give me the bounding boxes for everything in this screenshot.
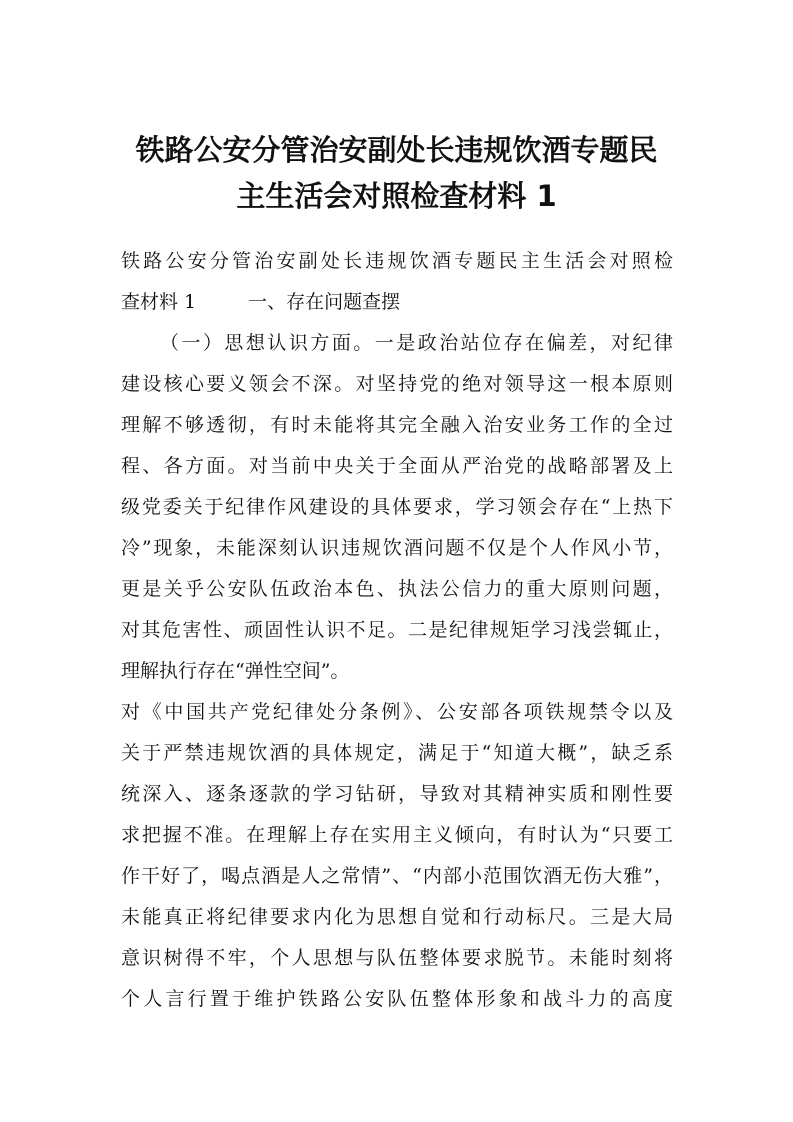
document-title-line-1: 铁路公安分管治安副处长违规饮酒专题民 (135, 133, 658, 167)
body-line: 建设核心要义领会不深。对坚持党的绝对领导这一根本原则 (121, 373, 673, 395)
body-line: 冷”现象，未能深刻认识违规饮酒问题不仅是个人作风小节， (121, 537, 673, 559)
document-title-line-2: 主生活会对照检查材料 1 (236, 179, 557, 213)
body-line: 理解执行存在“弹性空间”。 (121, 660, 350, 682)
body-line: 更是关乎公安队伍政治本色、执法公信力的重大原则问题， (121, 578, 673, 600)
body-line: 未能真正将纪律要求内化为思想自觉和行动标尺。三是大局 (121, 906, 673, 928)
body-line: 关于严禁违规饮酒的具体规定，满足于“知道大概”，缺乏系 (121, 742, 673, 764)
body-line: 对其危害性、顽固性认识不足。二是纪律规矩学习浅尝辄止， (121, 619, 673, 641)
body-line: 个人言行置于维护铁路公安队伍整体形象和战斗力的高度 (121, 988, 673, 1010)
body-line: （一）思想认识方面。一是政治站位存在偏差，对纪律 (160, 332, 673, 354)
body-line: 对《中国共产党纪律处分条例》、公安部各项铁规禁令以及 (121, 701, 673, 723)
body-line (121, 287, 673, 317)
body-line: 理解不够透彻，有时未能将其完全融入治安业务工作的全过 (121, 414, 673, 436)
body-line: 作干好了，喝点酒是人之常情”、“内部小范围饮酒无伤大雅”， (121, 865, 673, 887)
body-line: 级党委关于纪律作风建设的具体要求，学习领会存在“上热下 (121, 496, 673, 518)
body-line: 程、各方面。对当前中央关于全面从严治党的战略部署及上 (121, 455, 673, 477)
body-line: 意识树得不牢，个人思想与队伍整体要求脱节。未能时刻将 (121, 947, 673, 969)
body-line: 铁路公安分管治安副处长违规饮酒专题民主生活会对照检 (121, 250, 673, 272)
body-line: 统深入、逐条逐款的学习钻研，导致对其精神实质和刚性要 (121, 783, 673, 805)
body-line: 求把握不准。在理解上存在实用主义倾向，有时认为“只要工 (121, 824, 673, 846)
section-heading: 一、存在问题查摆 (248, 291, 401, 313)
body-line-part: 查材料 1 (121, 291, 197, 313)
